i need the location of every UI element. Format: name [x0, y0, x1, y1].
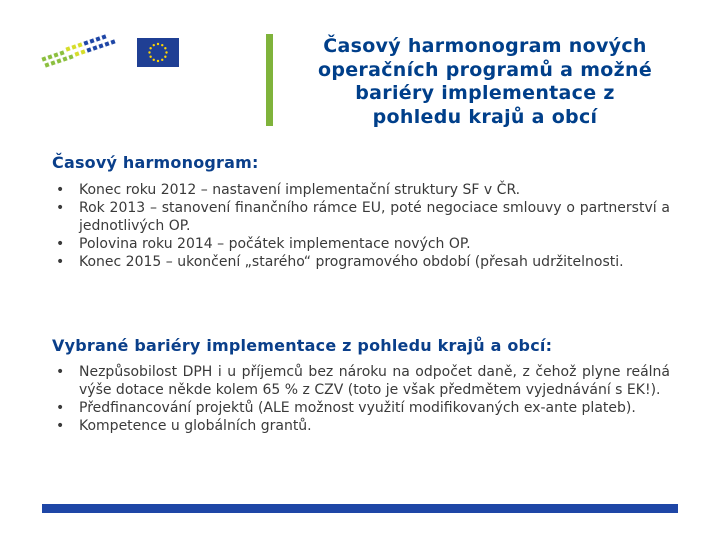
bullet-icon: • [56, 254, 65, 270]
slide-title [280, 35, 690, 129]
barriers-list [52, 363, 670, 435]
list-item-text: Rok 2013 – stanovení finančního rámce EU, poté negociace smlouvy o partnerství a jednotlivých OP. [79, 200, 670, 234]
section-heading-barriers: Vybrané bariéry implementace z pohledu krajů a obcí: [52, 336, 553, 355]
bullet-icon: • [56, 200, 65, 216]
title-line: Časový harmonogram nových [323, 35, 647, 57]
schedule-list [52, 181, 670, 271]
list-item [52, 399, 670, 417]
eu-flag-icon [137, 38, 179, 67]
list-item [52, 253, 670, 271]
list-item-text: Konec 2015 – ukončení „starého“ programového období (přesah udržitelnosti. [79, 254, 624, 270]
list-item [52, 417, 670, 435]
list-item [52, 363, 670, 399]
title-line: pohledu krajů a obcí [372, 105, 598, 128]
list-item [52, 199, 670, 235]
list-item-text: Nezpůsobilost DPH i u příjemců bez nároku na odpočet daně, z čehož plyne reálná výše dotace někde kolem 65 % z CZV (toto je však předmětem vyjednávání s EK!). [79, 364, 670, 398]
bullet-icon: • [56, 400, 65, 416]
section-heading-schedule: Časový harmonogram: [52, 153, 259, 172]
bullet-icon: • [56, 364, 65, 380]
list-item-text: Předfinancování projektů (ALE možnost využití modifikovaných ex-ante plateb). [79, 400, 636, 416]
title-line: bariéry implementace z [355, 82, 615, 104]
bullet-icon: • [56, 418, 65, 434]
footer-bar [42, 504, 678, 513]
list-item-text: Polovina roku 2014 – počátek implementace nových OP. [79, 236, 471, 252]
bullet-icon: • [56, 236, 65, 252]
list-item [52, 181, 670, 199]
list-item-text: Konec roku 2012 – nastavení implementační struktury SF v ČR. [79, 182, 521, 198]
title-accent-bar [266, 34, 273, 126]
list-item [52, 235, 670, 253]
list-item-text: Kompetence u globálních grantů. [79, 418, 312, 434]
bullet-icon: • [56, 182, 65, 198]
title-line: operačních programů a možné [317, 58, 653, 81]
program-logo-icon [40, 33, 120, 69]
